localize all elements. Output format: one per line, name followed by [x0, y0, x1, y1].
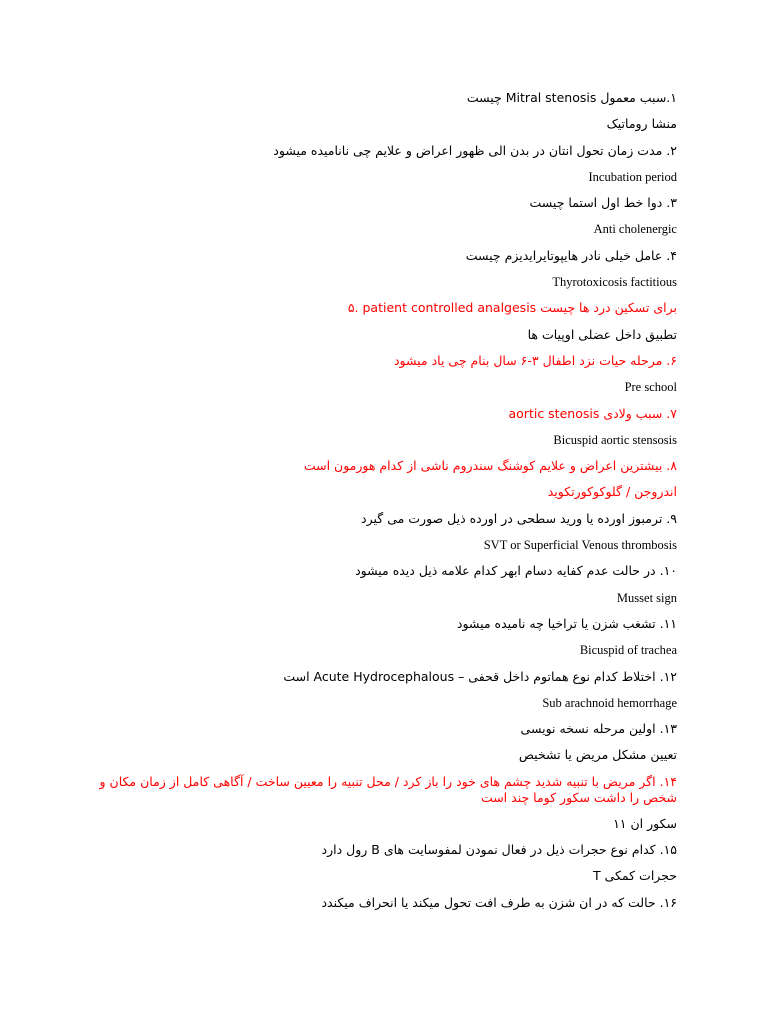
text-line: ۴. عامل خیلی نادر هایپوتایرایدیزم چیست — [465, 247, 677, 263]
answer-text: Thyrotoxicosis factitious — [552, 275, 677, 290]
text-line: ۶. مرحله حیات نزد اطفال ۳-۶ سال بنام چی یاد میشود — [393, 352, 677, 368]
answer-text: SVT or Superficial Venous thrombosis — [483, 538, 677, 553]
text-line: ۱۴. اگر مریض با تنبیه شدید چشم های خود را باز کرد / محل تنبیه را معیین ساخت / آگاهی کامل از زمان مکان و شخص را داشت سکور کوما چند است — [99, 773, 677, 805]
text-line: اندروجن / گلوکوکورتکوید — [547, 484, 677, 500]
text-line: ۷. سبب ولادی aortic stenosis — [508, 405, 677, 421]
text-line: ۱۲. اختلاط کدام نوع هماتوم داخل قحفی – Acute Hydrocephalous است — [283, 668, 677, 684]
text-line: منشا روماتیک — [606, 116, 677, 132]
text-line: ۱.سبب معمول Mitral stenosis چیست — [466, 90, 677, 105]
text-line: تعیین مشکل مریض یا تشخیص — [518, 747, 677, 763]
text-line: سکور ان ۱۱ — [613, 815, 677, 831]
text-line: ۵. patient controlled analgesis برای تسکین درد ها چیست — [347, 300, 677, 316]
text-line: ۱۵. کدام نوع حجرات ذیل در فعال نمودن لمفوسایت های B رول دارد — [321, 842, 677, 858]
answer-text: Pre school — [624, 380, 677, 395]
text-line: ۱۰. در حالت عدم کفایه دسام ابهر کدام علامه ذیل دیده میشود — [355, 563, 677, 579]
answer-text: Bicuspid aortic stensosis — [553, 432, 677, 447]
text-line: ۱۱. تشغب شزن یا تراخیا چه نامیده میشود — [456, 615, 677, 631]
answer-text: Sub arachnoid hemorrhage — [542, 695, 677, 710]
text-line: ۸. بیشترین اعراض و علایم کوشنگ سندروم ناشی از کدام هورمون است — [303, 458, 677, 474]
answer-text: Anti cholenergic — [593, 222, 677, 237]
text-line: تطبیق داخل عضلی اوپیات ها — [527, 326, 677, 342]
answer-text: Musset sign — [616, 590, 677, 605]
text-line: ۳. دوا خط اول استما چیست — [529, 195, 677, 211]
text-line: ۲. مدت زمان تحول انتان در بدن الی ظهور اعراض و علایم چی نانامیده میشود — [273, 142, 677, 158]
text-line: ۹. ترمبوز اورده یا ورید سطحی در اورده ذیل صورت می گیرد — [361, 510, 677, 526]
text-line: حجرات کمکی T — [592, 868, 677, 884]
answer-text: Bicuspid of trachea — [579, 643, 677, 658]
text-line: ۱۶. حالت که در ان شزن به طرف افت تحول میکند یا انحراف میکندد — [321, 894, 677, 910]
answer-text: Incubation period — [588, 169, 677, 184]
question-list — [87, 90, 677, 921]
text-line: ۱۳. اولین مرحله نسخه نویسی — [520, 721, 677, 737]
